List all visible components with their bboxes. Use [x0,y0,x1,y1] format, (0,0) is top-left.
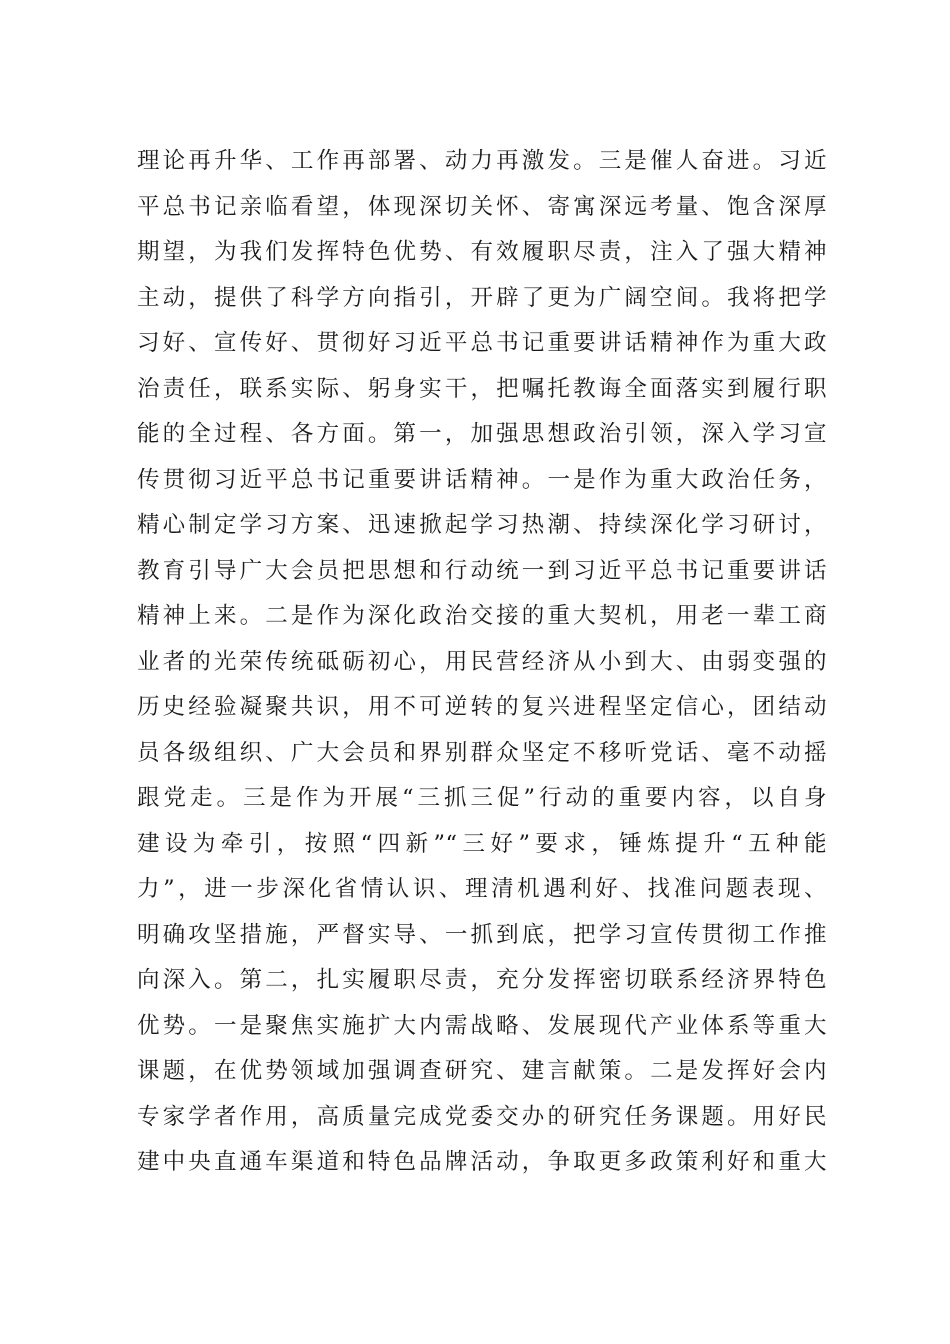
text-line-15: 跟党走。三是作为开展“三抓三促”行动的重要内容，以自身 [137,785,827,811]
text-line-20: 优势。一是聚焦实施扩大内需战略、发展现代产业体系等重大 [137,1012,827,1039]
text-line-12: 业者的光荣传统砥砺初心，用民营经济从小到大、由弱变强的 [137,648,827,675]
text-line-7: 能的全过程、各方面。第一，加强思想政治引领，深入学习宣 [137,421,827,447]
text-line-1: 理论再升华、工作再部署、动力再激发。三是催人奋进。习近 [137,148,827,174]
text-line-10: 教育引导广大会员把思想和行动统一到习近平总书记重要讲话 [137,557,827,584]
text-line-9: 精心制定学习方案、迅速掀起学习热潮、持续深化学习研讨， [137,512,827,538]
text-line-22: 专家学者作用，高质量完成党委交办的研究任务课题。用好民 [137,1103,827,1130]
text-line-21: 课题，在优势领域加强调查研究、建言献策。二是发挥好会内 [137,1058,827,1084]
text-line-16: 建设为牵引，按照“四新”“三好”要求，锤炼提升“五种能 [137,830,827,857]
text-line-19: 向深入。第二，扎实履职尽责，充分发挥密切联系经济界特色 [137,967,827,993]
text-line-11: 精神上来。二是作为深化政治交接的重大契机，用老一辈工商 [137,603,827,629]
text-line-13: 历史经验凝聚共识，用不可逆转的复兴进程坚定信心，团结动 [137,694,827,720]
text-line-6: 治责任，联系实际、躬身实干，把嘱托教诲全面落实到履行职 [137,375,827,402]
text-line-4: 主动，提供了科学方向指引，开辟了更为广阔空间。我将把学 [137,284,827,311]
text-line-2: 平总书记亲临看望，体现深切关怀、寄寓深远考量、饱含深厚 [137,193,827,220]
text-line-3: 期望，为我们发挥特色优势、有效履职尽责，注入了强大精神 [137,239,827,265]
text-line-23: 建中央直通车渠道和特色品牌活动，争取更多政策利好和重大 [137,1149,827,1175]
text-line-5: 习好、宣传好、贯彻好习近平总书记重要讲话精神作为重大政 [137,330,827,356]
body-text [137,139,827,1186]
text-line-18: 明确攻坚措施，严督实导、一抓到底，把学习宣传贯彻工作推 [137,921,827,948]
text-line-8: 传贯彻习近平总书记重要讲话精神。一是作为重大政治任务， [137,466,827,493]
text-line-17: 力”，进一步深化省情认识、理清机遇利好、找准问题表现、 [137,876,827,902]
text-line-14: 员各级组织、广大会员和界别群众坚定不移听党话、毫不动摇 [137,739,827,766]
